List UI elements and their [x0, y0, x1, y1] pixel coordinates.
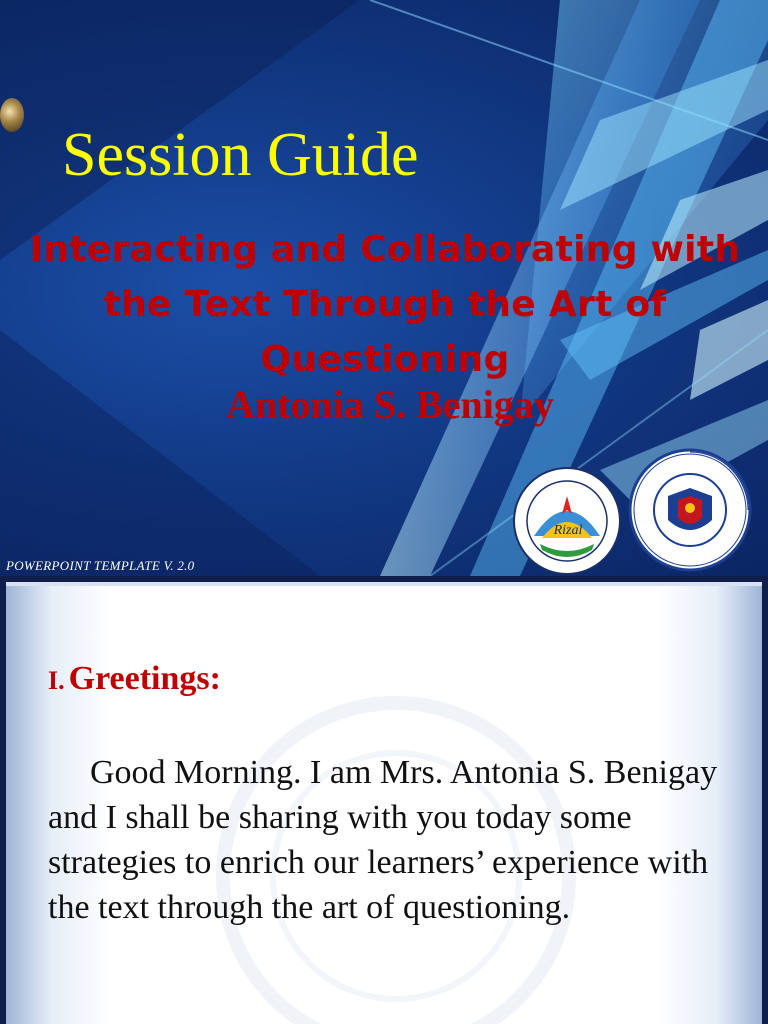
author-name: Antonia S. Benigay: [226, 382, 554, 427]
section-title: Greetings:: [68, 660, 221, 697]
section-number: I.: [48, 666, 65, 695]
greetings-slide: [0, 576, 768, 1024]
rizal-division-seal-icon: [512, 466, 622, 576]
section-heading: [48, 662, 221, 696]
lens-flare-decoration: [0, 98, 24, 132]
slide-title: Session Guide: [62, 121, 419, 189]
svg-text:Rizal: Rizal: [553, 523, 583, 538]
greeting-paragraph: Good Morning. I am Mrs. Antonia S. Benigay and I shall be sharing with you today some strategies to enrich our learners’ experience with the text through the art of questioning.: [48, 754, 718, 926]
slide-subtitle: Interacting and Collaborating with the Text Through the Art of Questioning: [29, 229, 741, 380]
deped-seal-icon: [628, 448, 752, 572]
template-version-label: POWERPOINT TEMPLATE V. 2.0: [6, 558, 195, 573]
